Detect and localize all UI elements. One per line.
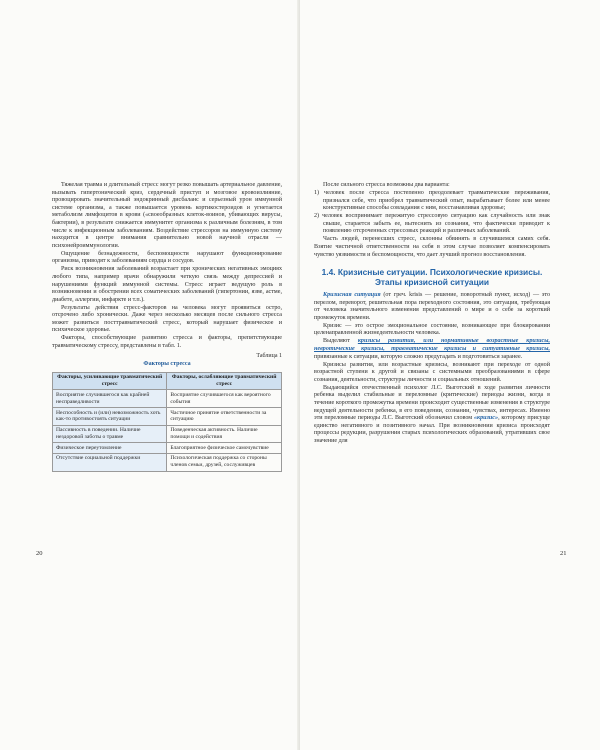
list-item: 1) человек после стресса постепенно преодолевает травматические переживания, признался себе, что приобрел травматический опыт, вырабатывает более или менее конструктивные способы совладания с ним, восстанавливая здоровье; <box>314 189 550 212</box>
paragraph: Результаты действия стресс-факторов на человека могут проявиться остро, отсрочено либо хронически. Даже через несколько месяцев после сильного стресса может развиться посттравматический стресс, который нарушает физическое и психическое здоровье. <box>52 304 282 334</box>
paragraph <box>314 385 550 446</box>
paragraph: Кризис — это острое эмоциональное состояние, возникающее при блокировании целенаправленной жизнедеятельности человека. <box>314 322 550 337</box>
left-text-column <box>52 182 282 472</box>
paragraph: Риск возникновения заболеваний возрастает при хронических негативных эмоциях любого типа, например врачи обнаружили четкую связь между депрессией и нарушениями функций иммунной системы. Стресс играет ведущую роль в возникновении и обострении всех соматических заболеваний (гипертонии, язве, астме, диабете, аллергии, инфаркте и т.п.). <box>52 266 282 303</box>
table-caption: Таблица 1 <box>256 352 282 359</box>
table-title: Факторы стресса <box>143 361 191 368</box>
table-cell: Физическое переутомление <box>53 443 167 454</box>
table-header-row <box>53 372 282 390</box>
table-cell: Восприятие случившегося как вероятного события <box>167 390 282 408</box>
section-heading: 1.4. Кризисные ситуации. Психологические кризисы. Этапы кризисной ситуации <box>321 267 543 288</box>
paragraph: Тяжелая травма и длительный стресс могут резко повышать артериальное давление, вызывать гипертонический криз, сердечный приступ и мозговое кровоизлияние, провоцировать значительный эндокринный дисбаланс и серьезный урон иммунной системе организма, а также повышается уровень кортикостероидов и угнетается метаболизм лимфоцитов в крови («своеобразных клеток-воинов, убивающих вирусы, бактерии), в результате снижается иммунитет организма к различным болезням, в том числе к инфекционным заболеваниям. Воздействие стрессоров на иммунную систему находится в центре внимания сравнительно новой научной отрасли — психонейроиммунологии. <box>52 182 282 249</box>
table-row <box>53 390 282 408</box>
table-row <box>53 443 282 454</box>
stress-factors-table <box>52 372 282 472</box>
table-cell: Частичное принятие ответственности за ситуацию <box>167 408 282 426</box>
paragraph <box>314 292 550 322</box>
list-item: 2) человек воспринимает пережитую стрессовую ситуацию как случайность или знак свыше, старается забыть ее, вытеснить из сознания, что фактически приводит к появлению отсроченных стрессовых реакций и различных заболеваний. <box>314 213 550 235</box>
paragraph-text: Выдающийся отечественный психолог Л.С. Выготский в ходе развития личности ребенка выделил стабильные и переломные (критические) периоды жизни, когда в течение короткого промежутка времени происходит существенные изменения в структуре ведущей деятельности ребенка, в его поведении, сознании, чувствах, интересах. Именно эти переломные периоды Л.С. Выготский обозначил словом <box>314 384 550 422</box>
paragraph: После сильного стресса возможны два варианта: <box>323 182 450 188</box>
table-row <box>53 425 282 443</box>
table-header-cell: Факторы, ослабляющие травматический стресс <box>167 372 282 390</box>
highlighted-term: «кризис» <box>473 415 499 422</box>
table-cell: Отсутствие социальной поддержки <box>53 453 167 471</box>
paragraph <box>314 338 550 361</box>
table-cell: Благоприятное физическое самочувствие <box>167 443 282 454</box>
paragraph-text: , которому присуще единство негативного и позитивного начал. При возникновении кризиса происходят процессы редукции, разрушения старых психологических образований, утративших свое значение для <box>314 415 550 444</box>
paragraph: Часть людей, перенесших стресс, склонны обвинять в случившемся самих себя. Взятие чистичной ответственности на себя в этом случае позволяет компенсировать чувство уязвимости и беспомощности, что дает лучший прогноз восстановления. <box>314 236 550 258</box>
page-number: 21 <box>560 550 567 557</box>
table-row <box>53 408 282 426</box>
table-row <box>53 453 282 471</box>
highlighted-term: кризисы развития, или нормативные возрастные кризисы, невротические кризисы, травматические кризисы и ситуативные кризисы, <box>314 338 550 353</box>
paragraph-text: привязанные к ситуации, которую сложно предугадать и подготовиться заранее. <box>314 353 523 360</box>
page-number: 20 <box>36 550 43 557</box>
paragraph: Факторы, способствующие развитию стресса и факторы, препятствующие травматическому стрессу, представлены в табл. 1. <box>52 335 282 350</box>
highlighted-term: Кризисная ситуация <box>323 292 381 299</box>
table-cell: Восприятие случившегося как крайней несправедливости <box>53 390 167 408</box>
paragraph: Кризисы развития, или возрастные кризисы, возникают при переходе от одной возрастной ступени к другой и связаны с системными преобразованиями в сфере сознания, деятельности, структуры личности и социальных отношений. <box>314 361 550 383</box>
table-cell: Пассивность в поведении. Наличие нездоровой заботы о травме <box>53 425 167 443</box>
table-cell: Неспособность и (или) невозможность хоть как-то противостоять ситуации <box>53 408 167 426</box>
table-cell: Психологическая поддержка со стороны членов семьи, друзей, сослуживцев <box>167 453 282 471</box>
right-text-column <box>314 182 550 446</box>
table-header-cell: Факторы, усиливающие травматический стресс <box>53 372 167 390</box>
table-cell: Поведенческая активность. Наличие помощи и содействия <box>167 425 282 443</box>
paragraph: Ощущение безнадежности, беспомощности нарушают функционирование организма, приводят к заболеваниям сердца и сосудов. <box>52 250 282 265</box>
paragraph-text: Выделяют <box>323 338 358 345</box>
paragraph-text: (от греч. krisis — решение, поворотный пункт, исход) — это перелом, переворот, решительная пора переходного состояния, это ситуация, требующая от человека значительного изменения представлений о мире и о себе за короткий промежуток времени. <box>314 292 550 321</box>
